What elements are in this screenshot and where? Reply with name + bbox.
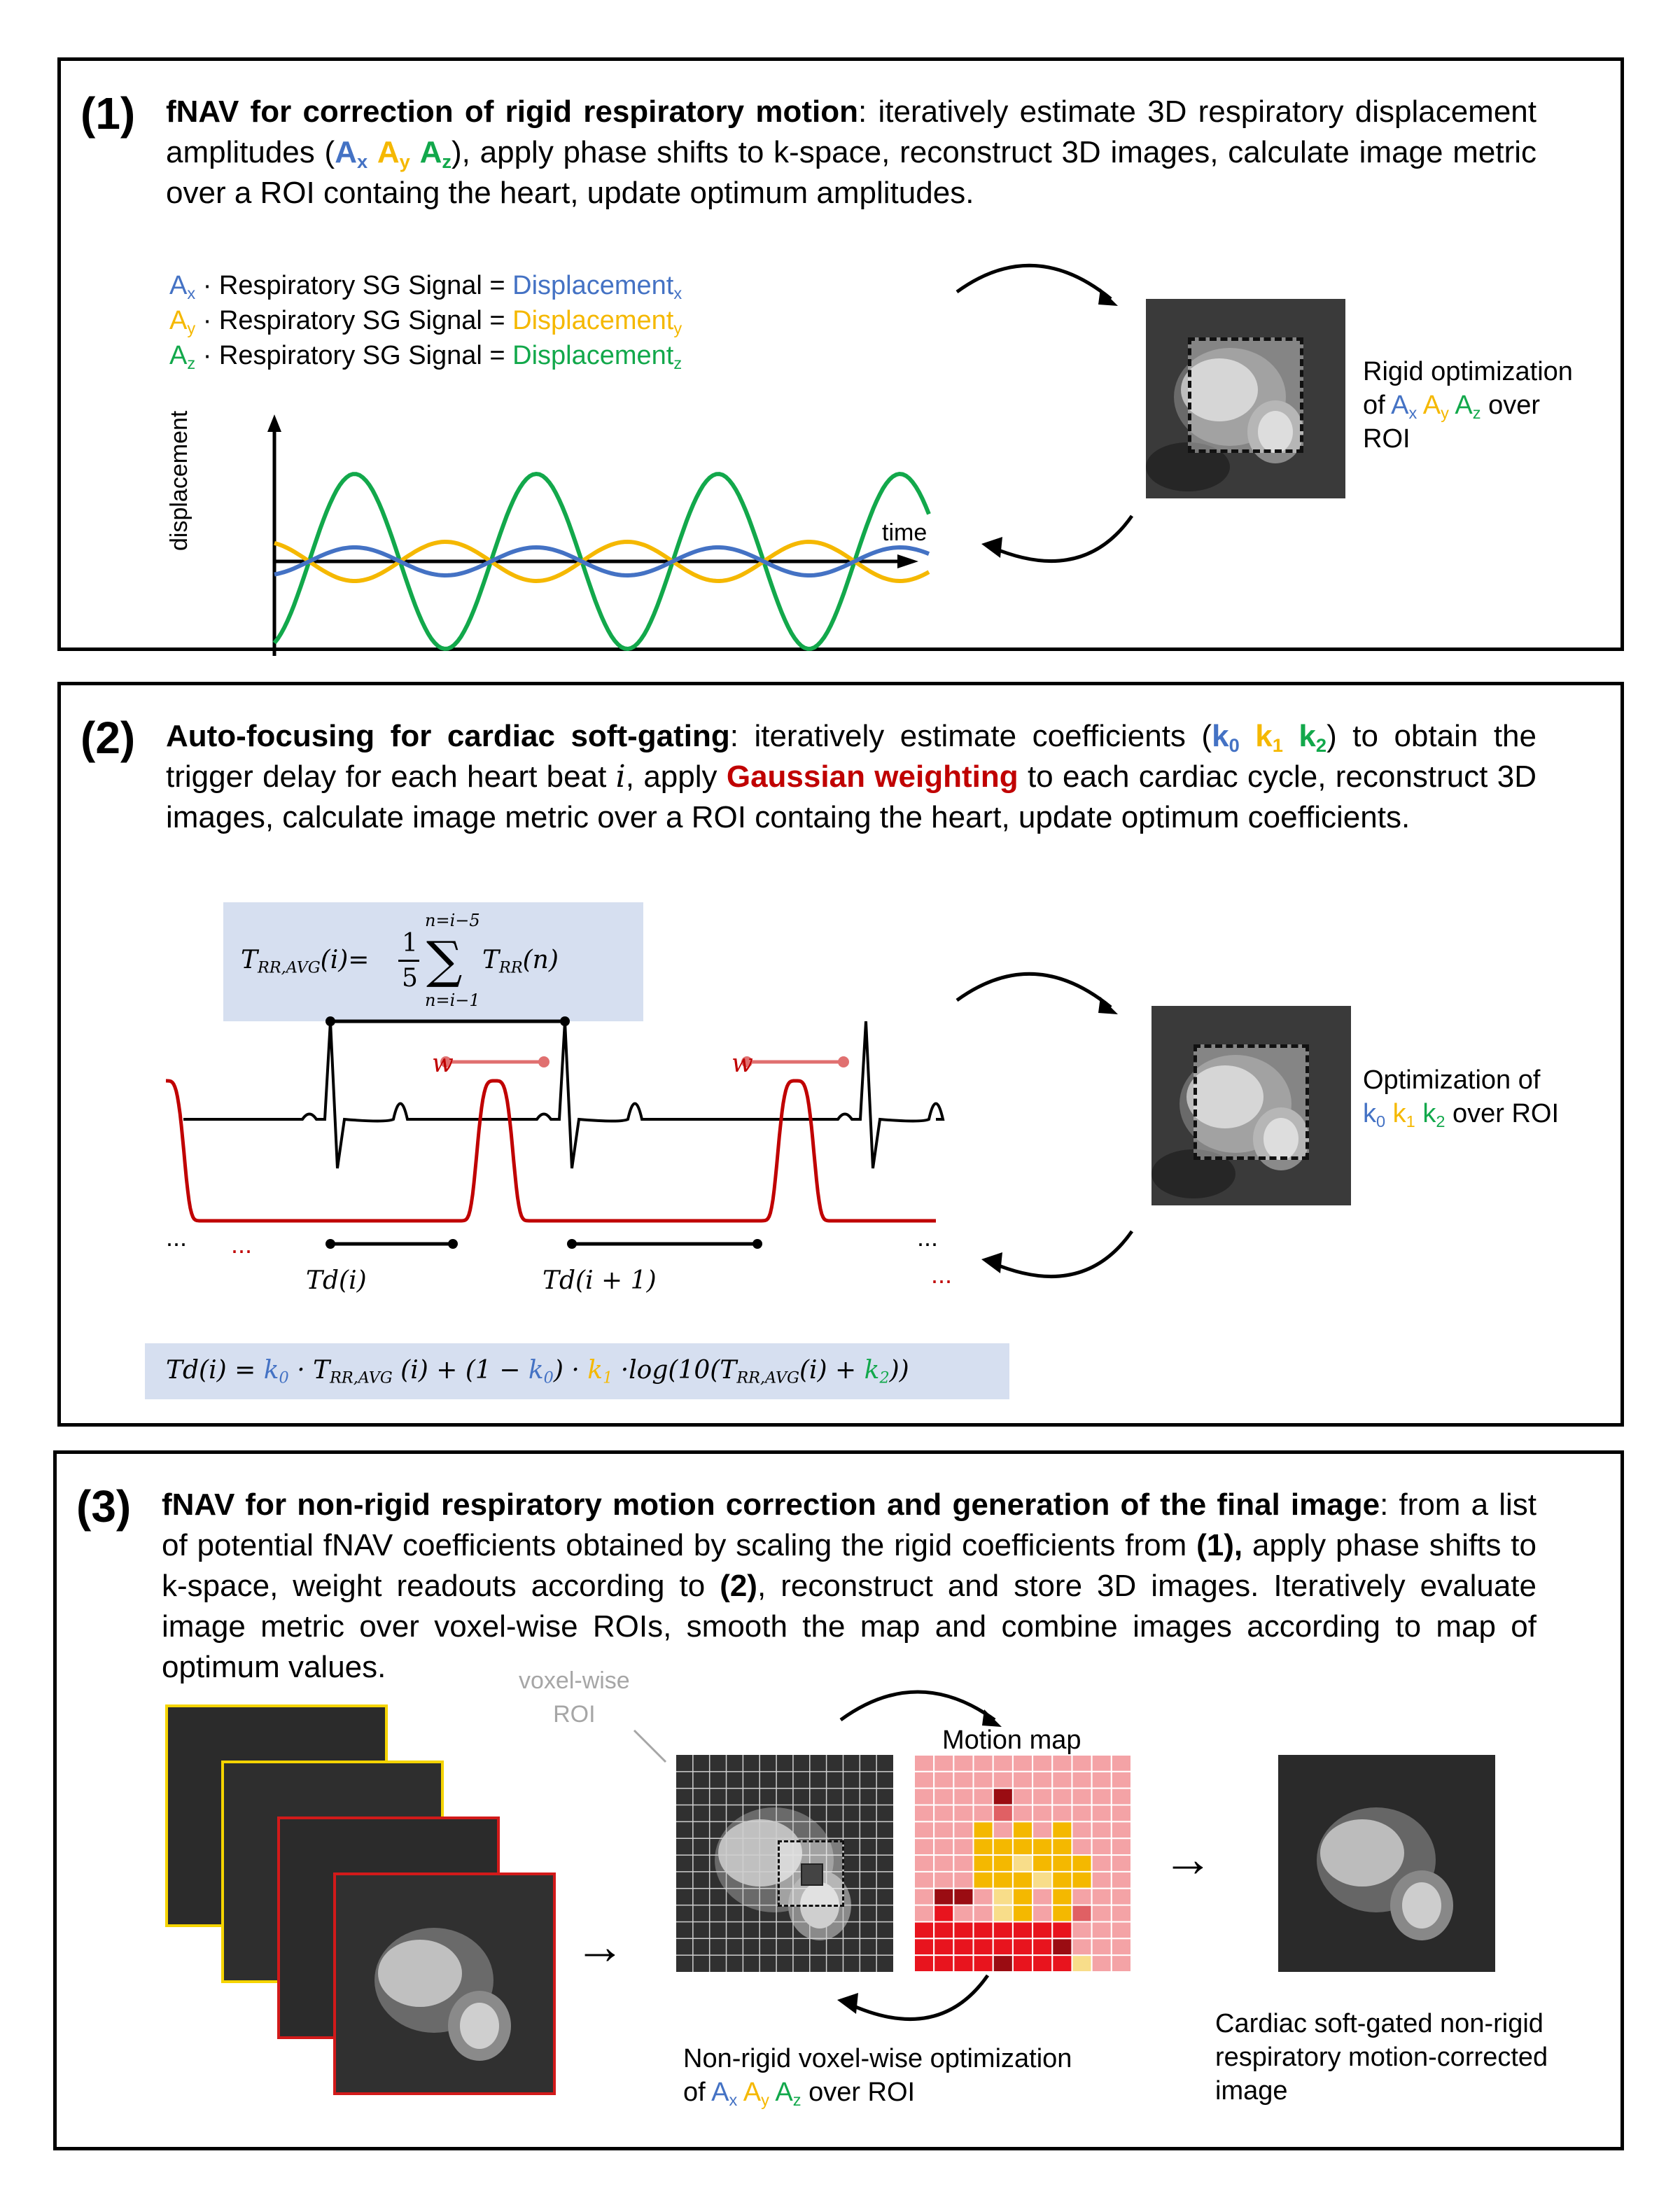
panel-number: (2) bbox=[80, 713, 136, 763]
motion-map-cell bbox=[1013, 1889, 1032, 1905]
motion-map-cell bbox=[934, 1905, 953, 1922]
motion-map-cell bbox=[953, 1805, 973, 1822]
gaussian-width-label-1: w bbox=[432, 1049, 454, 1078]
panel-number: (1) bbox=[80, 88, 136, 139]
motion-map-cell bbox=[1032, 1889, 1052, 1905]
motion-map-cell bbox=[1112, 1772, 1131, 1788]
motion-map-cell bbox=[1052, 1872, 1072, 1889]
motion-map-cell bbox=[1072, 1921, 1091, 1938]
final-image bbox=[1278, 1755, 1495, 1972]
motion-map-cell bbox=[993, 1889, 1013, 1905]
motion-map-cell bbox=[1092, 1889, 1112, 1905]
motion-map-cell bbox=[1072, 1889, 1091, 1905]
trigger-delay-formula: $Td(i) = k_0 \cdot T_{RR,AVG}$ $(i) + (1 - k_0) \cdot k_1 \cdot\log(10(T_{RR,AVG}(i) + k_2))$ bbox=[145, 1343, 1009, 1399]
motion-map-cell bbox=[934, 1805, 953, 1822]
motion-map-cell bbox=[953, 1938, 973, 1955]
motion-map-cell bbox=[993, 1905, 1013, 1922]
panel-title: fNAV for non-rigid respiratory motion correction and generation of the final image bbox=[162, 1488, 1380, 1522]
motion-map-cell bbox=[993, 1755, 1013, 1772]
motion-map-cell bbox=[993, 1872, 1013, 1889]
motion-map-cell bbox=[1013, 1938, 1032, 1955]
panel-title: fNAV for correction of rigid respiratory motion bbox=[166, 94, 859, 129]
motion-map-cell bbox=[1092, 1838, 1112, 1855]
motion-map-label: Motion map bbox=[942, 1726, 1082, 1755]
motion-map-cell bbox=[1092, 1938, 1112, 1955]
gauss-ellipsis-right: ... bbox=[931, 1260, 953, 1289]
ecg-ellipsis-right: ... bbox=[917, 1223, 939, 1252]
motion-map-cell bbox=[974, 1821, 993, 1838]
motion-map-cell bbox=[993, 1921, 1013, 1938]
motion-map-cell bbox=[1072, 1955, 1091, 1972]
motion-map-cell bbox=[1032, 1938, 1052, 1955]
motion-map-cell bbox=[1013, 1821, 1032, 1838]
motion-map-cell bbox=[953, 1788, 973, 1805]
motion-map-cell bbox=[953, 1755, 973, 1772]
motion-map-cell bbox=[1112, 1955, 1131, 1972]
optimization-label: Optimization of $k_0$ $k_1$ $k_2$ over ROI bbox=[1363, 1065, 1560, 1131]
motion-map-cell bbox=[1072, 1855, 1091, 1872]
motion-map-cell bbox=[974, 1855, 993, 1872]
y-axis-arrow bbox=[267, 414, 281, 432]
motion-map-cell bbox=[1052, 1889, 1072, 1905]
motion-map-cell bbox=[1092, 1821, 1112, 1838]
motion-map-cell bbox=[993, 1805, 1013, 1822]
motion-map-cell bbox=[953, 1905, 973, 1922]
motion-map-cell bbox=[1112, 1755, 1131, 1772]
ecg-signal bbox=[183, 1021, 943, 1168]
panel-nonrigid-motion bbox=[53, 1450, 1624, 2150]
motion-map-cell bbox=[953, 1872, 973, 1889]
motion-map-cell bbox=[993, 1788, 1013, 1805]
motion-map-cell bbox=[1052, 1855, 1072, 1872]
motion-map-cell bbox=[934, 1855, 953, 1872]
motion-map-cell bbox=[1032, 1772, 1052, 1788]
x-axis-arrow bbox=[897, 554, 918, 568]
motion-map-cell bbox=[1092, 1788, 1112, 1805]
panel-description: Auto-focusing for cardiac soft-gating: iteratively estimate coefficients ($k_0$ $k_1$ $k_2$) to obtain the trigger delay for each heart beat i, apply Gaussian weighting to each cardiac cycle, reconstruct 3D images, calculate image metric over a ROI containg the heart, update optimum coefficients. bbox=[166, 719, 1536, 834]
ecg-gating-diagram bbox=[166, 1014, 1076, 1294]
motion-map-cell bbox=[1032, 1872, 1052, 1889]
motion-map-cell bbox=[953, 1889, 973, 1905]
trr-average-formula: $T_{RR,AVG}(i)=$ 1 5 n=i−5 ∑ n=i−1 $T_{RR}(n)$ bbox=[223, 902, 643, 1021]
motion-map-cell bbox=[974, 1905, 993, 1922]
motion-map-cell bbox=[1032, 1855, 1052, 1872]
rigid-optimization-label: Rigid optimization of $A_x$ $A_y$ $A_z$ over ROI bbox=[1363, 357, 1573, 454]
roi-pointer-line bbox=[631, 1727, 673, 1769]
motion-map-cell bbox=[1112, 1889, 1131, 1905]
motion-map-cell bbox=[1052, 1938, 1072, 1955]
x-axis-label: time bbox=[882, 519, 927, 546]
motion-map-cell bbox=[1112, 1872, 1131, 1889]
motion-map-cell bbox=[1032, 1921, 1052, 1938]
motion-map-cell bbox=[953, 1772, 973, 1788]
motion-map-cell bbox=[1013, 1905, 1032, 1922]
motion-map-cell bbox=[974, 1872, 993, 1889]
motion-map-cell bbox=[1013, 1955, 1032, 1972]
motion-map-cell bbox=[1013, 1921, 1032, 1938]
motion-map-cell bbox=[974, 1838, 993, 1855]
motion-map-cell bbox=[934, 1872, 953, 1889]
motion-map-cell bbox=[1052, 1755, 1072, 1772]
motion-map-cell bbox=[1112, 1938, 1131, 1955]
motion-map-cell bbox=[993, 1938, 1013, 1955]
motion-map-cell bbox=[1092, 1955, 1112, 1972]
motion-map-cell bbox=[1052, 1838, 1072, 1855]
arrow-to-final: → bbox=[1163, 1831, 1213, 1887]
motion-map-cell bbox=[1072, 1805, 1091, 1822]
motion-map-cell bbox=[1072, 1938, 1091, 1955]
motion-map-cell bbox=[914, 1855, 934, 1872]
motion-map-cell bbox=[1092, 1855, 1112, 1872]
motion-map-cell bbox=[974, 1772, 993, 1788]
motion-map-cell bbox=[953, 1921, 973, 1938]
y-axis-label: displacement bbox=[166, 410, 192, 551]
motion-map-cell bbox=[914, 1805, 934, 1822]
motion-map-cell bbox=[1112, 1788, 1131, 1805]
motion-map-cell bbox=[934, 1921, 953, 1938]
motion-map-cell bbox=[1013, 1805, 1032, 1822]
motion-map-cell bbox=[1052, 1955, 1072, 1972]
roi-box bbox=[1194, 1044, 1309, 1160]
motion-map bbox=[914, 1755, 1131, 1972]
motion-map-cell bbox=[1072, 1821, 1091, 1838]
motion-map-cell bbox=[993, 1838, 1013, 1855]
formula-row-z: $A_z$ · Respiratory SG Signal = Displacement$_z$ bbox=[169, 341, 682, 373]
motion-map-cell bbox=[914, 1921, 934, 1938]
panel-number: (3) bbox=[76, 1481, 132, 1532]
motion-map-cell bbox=[1072, 1755, 1091, 1772]
motion-map-cell bbox=[1112, 1855, 1131, 1872]
panel-title: Auto-focusing for cardiac soft-gating bbox=[166, 719, 730, 753]
gaussian-weighting-curve bbox=[166, 1081, 936, 1221]
loop-arrow-bottom bbox=[971, 509, 1153, 579]
gauss-ellipsis-top: ... bbox=[231, 1230, 253, 1259]
motion-map-cell bbox=[1112, 1838, 1131, 1855]
motion-map-cell bbox=[974, 1805, 993, 1822]
motion-map-cell bbox=[914, 1772, 934, 1788]
motion-map-cell bbox=[974, 1938, 993, 1955]
motion-map-cell bbox=[934, 1889, 953, 1905]
heart-mri-image bbox=[1152, 1006, 1351, 1205]
motion-map-cell bbox=[1032, 1821, 1052, 1838]
motion-map-cell bbox=[914, 1872, 934, 1889]
motion-map-cell bbox=[1072, 1838, 1091, 1855]
motion-map-cell bbox=[1092, 1921, 1112, 1938]
motion-map-cell bbox=[993, 1772, 1013, 1788]
motion-map-cell bbox=[914, 1788, 934, 1805]
grid-mri-image bbox=[676, 1755, 893, 1972]
motion-map-cell bbox=[914, 1838, 934, 1855]
motion-map-cell bbox=[914, 1938, 934, 1955]
final-image-label: Cardiac soft-gated non-rigid respiratory motion-corrected image bbox=[1215, 2009, 1548, 2106]
stack-image-4 bbox=[333, 1872, 556, 2095]
motion-map-cell bbox=[993, 1821, 1013, 1838]
motion-map-cell bbox=[934, 1838, 953, 1855]
motion-map-cell bbox=[1032, 1805, 1052, 1822]
panel-cardiac-soft-gating bbox=[57, 682, 1624, 1427]
heart-mri-image bbox=[1146, 299, 1345, 498]
roi-box bbox=[1188, 337, 1303, 453]
motion-map-cell bbox=[934, 1821, 953, 1838]
motion-map-cell bbox=[1112, 1821, 1131, 1838]
motion-map-cell bbox=[1092, 1905, 1112, 1922]
motion-map-cell bbox=[974, 1755, 993, 1772]
motion-map-cell bbox=[953, 1838, 973, 1855]
motion-map-cell bbox=[1052, 1921, 1072, 1938]
motion-map-cell bbox=[1092, 1872, 1112, 1889]
formula-row-x: $A_x$ · Respiratory SG Signal = Displacement$_x$ bbox=[169, 271, 682, 303]
motion-map-cell bbox=[914, 1905, 934, 1922]
motion-map-cell bbox=[1092, 1805, 1112, 1822]
voxel-roi-label: voxel-wise ROI bbox=[519, 1667, 630, 1728]
motion-map-cell bbox=[1013, 1788, 1032, 1805]
motion-map-cell bbox=[1013, 1855, 1032, 1872]
motion-map-cell bbox=[1072, 1872, 1091, 1889]
panel-description: fNAV for correction of rigid respiratory motion: iteratively estimate 3D respiratory displacement amplitudes ($A_x$ $A_y$ $A_z$), apply phase shifts to k-space, reconstruct 3D images, calculate image metric over a ROI containg the heart, update optimum amplitudes. bbox=[166, 94, 1536, 210]
panel-description: fNAV for non-rigid respiratory motion correction and generation of the final image: from a list of potential fNAV coefficients obtained by scaling the rigid coefficients from (1), apply phase shifts to k-space, weight readouts according to (2), reconstruct and store 3D images. Iteratively evaluate image metric over voxel-wise ROIs, smooth the map and combine images according to map of optimum values. bbox=[162, 1488, 1536, 1684]
motion-map-cell bbox=[1092, 1755, 1112, 1772]
motion-map-cell bbox=[1092, 1772, 1112, 1788]
motion-map-cell bbox=[1052, 1805, 1072, 1822]
loop-arrow-top bbox=[950, 250, 1132, 313]
loop-arrow-top bbox=[950, 958, 1132, 1021]
motion-map-cell bbox=[1112, 1921, 1131, 1938]
motion-map-cell bbox=[1072, 1905, 1091, 1922]
motion-map-cell bbox=[1052, 1788, 1072, 1805]
motion-map-cell bbox=[1032, 1755, 1052, 1772]
arrow-to-grid: → bbox=[575, 1919, 625, 1975]
td-label-2: Td(i + 1) bbox=[542, 1266, 657, 1295]
motion-map-cell bbox=[1032, 1838, 1052, 1855]
panel-rigid-respiratory bbox=[57, 57, 1624, 651]
motion-map-cell bbox=[914, 1889, 934, 1905]
voxel-center bbox=[801, 1863, 823, 1886]
motion-map-cell bbox=[934, 1755, 953, 1772]
displacement-plot bbox=[166, 411, 1006, 649]
motion-map-cell bbox=[934, 1938, 953, 1955]
motion-map-cell bbox=[934, 1788, 953, 1805]
ecg-ellipsis-left: ... bbox=[166, 1223, 188, 1252]
motion-map-cell bbox=[1013, 1772, 1032, 1788]
motion-map-cell bbox=[974, 1921, 993, 1938]
formula-row-y: $A_y$ · Respiratory SG Signal = Displacement$_y$ bbox=[169, 306, 682, 338]
motion-map-cell bbox=[1013, 1838, 1032, 1855]
motion-map-cell bbox=[1032, 1905, 1052, 1922]
motion-map-cell bbox=[953, 1821, 973, 1838]
motion-map-cell bbox=[1072, 1772, 1091, 1788]
gaussian-width-label-2: w bbox=[732, 1049, 753, 1078]
motion-map-cell bbox=[974, 1788, 993, 1805]
nonrigid-optimization-label: Non-rigid voxel-wise optimization of $A_x$ $A_y$ $A_z$ over ROI bbox=[683, 2044, 1072, 2110]
loop-arrow-bottom bbox=[827, 1968, 1009, 2038]
td-label-1: Td(i) bbox=[306, 1266, 367, 1295]
motion-map-cell bbox=[1112, 1805, 1131, 1822]
motion-map-cell bbox=[953, 1855, 973, 1872]
motion-map-cell bbox=[1052, 1772, 1072, 1788]
motion-map-cell bbox=[914, 1755, 934, 1772]
motion-map-cell bbox=[1052, 1905, 1072, 1922]
motion-map-cell bbox=[1112, 1905, 1131, 1922]
motion-map-cell bbox=[993, 1855, 1013, 1872]
motion-map-cell bbox=[1013, 1872, 1032, 1889]
loop-arrow-bottom bbox=[971, 1224, 1153, 1294]
motion-map-cell bbox=[934, 1772, 953, 1788]
motion-map-cell bbox=[974, 1889, 993, 1905]
motion-map-cell bbox=[1072, 1788, 1091, 1805]
motion-map-cell bbox=[1032, 1788, 1052, 1805]
motion-map-cell bbox=[1052, 1821, 1072, 1838]
motion-map-cell bbox=[1013, 1755, 1032, 1772]
motion-map-cell bbox=[914, 1821, 934, 1838]
motion-map-cell bbox=[1032, 1955, 1052, 1972]
